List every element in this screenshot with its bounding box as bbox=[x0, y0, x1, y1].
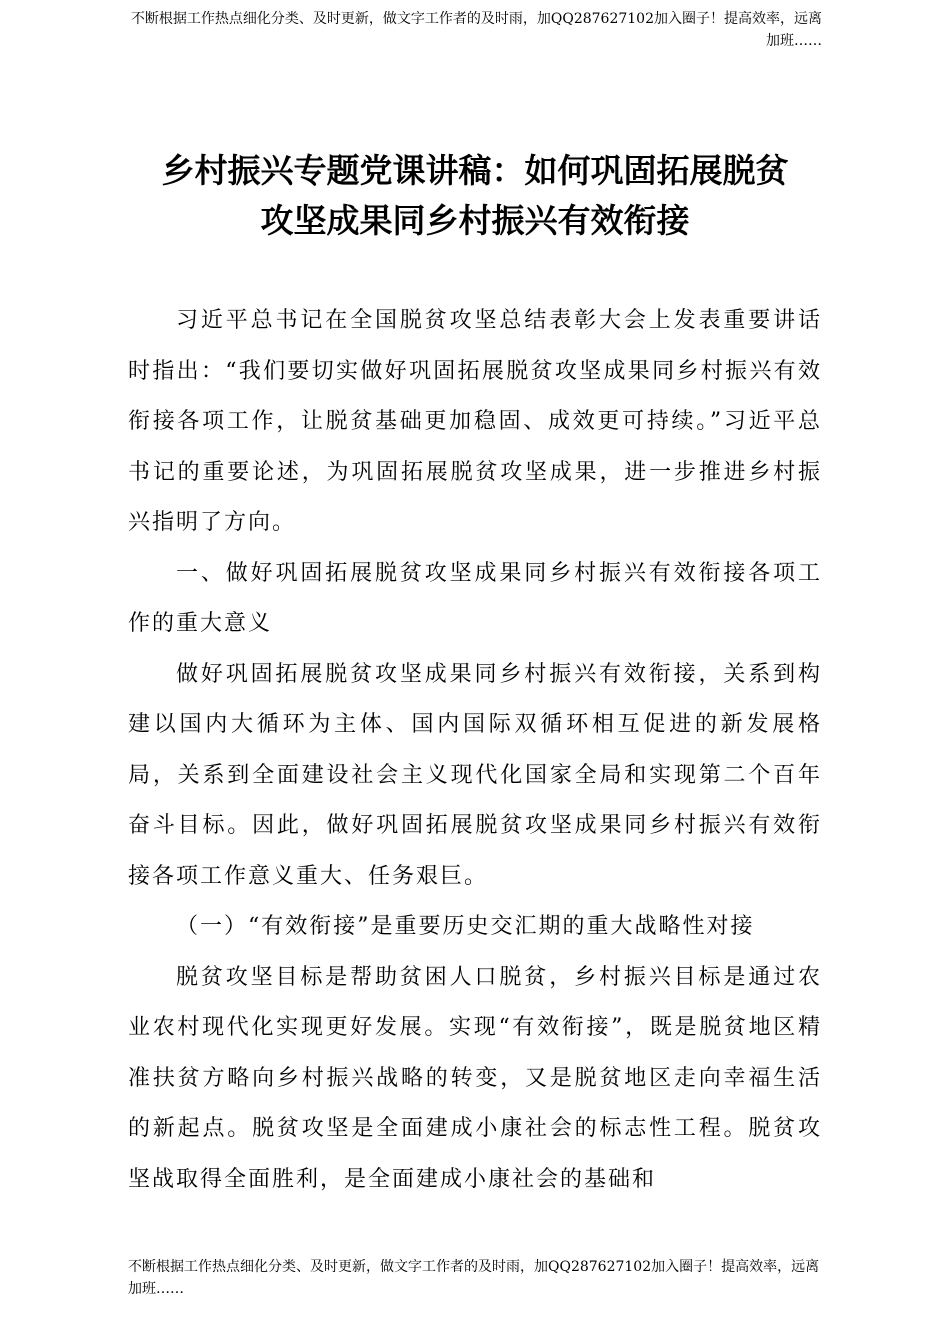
document-title-line-2: 攻坚成果同乡村振兴有效衔接 bbox=[260, 201, 690, 240]
page-footer-note: 不断根据工作热点细化分类、及时更新，做文字工作者的及时雨，加QQ287627102加入圈子！提高效率，远离加班…… bbox=[128, 1259, 820, 1297]
document-title bbox=[100, 146, 850, 246]
body-paragraph: 做好巩固拓展脱贫攻坚成果同乡村振兴有效衔接，关系到构建以国内大循环为主体、国内国际双循环相互促进的新发展格局，关系到全面建设社会主义现代化国家全局和实现第二个百年奋斗目标。因此，做好巩固拓展脱贫攻坚成果同乡村振兴有效衔接各项工作意义重大、任务艰巨。 bbox=[128, 661, 822, 889]
body-paragraph: 脱贫攻坚目标是帮助贫困人口脱贫，乡村振兴目标是通过农业农村现代化实现更好发展。实现“有效衔接”，既是脱贫地区精准扶贫方略向乡村振兴战略的转变，又是脱贫地区走向幸福生活的新起点。脱贫攻坚是全面建成小康社会的标志性工程。脱贫攻坚战取得全面胜利，是全面建成小康社会的基础和 bbox=[128, 964, 822, 1192]
page-header-note: 不断根据工作热点细化分类、及时更新，做文字工作者的及时雨，加QQ287627102加入圈子！提高效率，远离加班…… bbox=[130, 11, 822, 49]
document-title-line-1: 乡村振兴专题党课讲稿：如何巩固拓展脱贫 bbox=[161, 151, 789, 190]
subsection-heading-1: （一）“有效衔接”是重要历史交汇期的重大战略性对接 bbox=[176, 914, 755, 939]
body-paragraph-intro: 习近平总书记在全国脱贫攻坚总结表彰大会上发表重要讲话时指出：“我们要切实做好巩固拓展脱贫攻坚成果同乡村振兴有效衔接各项工作，让脱贫基础更加稳固、成效更可持续。”习近平总书记的重要论述，为巩固拓展脱贫攻坚成果，进一步推进乡村振兴指明了方向。 bbox=[128, 308, 822, 535]
document-body bbox=[128, 296, 822, 1205]
section-heading-1: 一、做好巩固拓展脱贫攻坚成果同乡村振兴有效衔接各项工作的重大意义 bbox=[128, 560, 822, 636]
